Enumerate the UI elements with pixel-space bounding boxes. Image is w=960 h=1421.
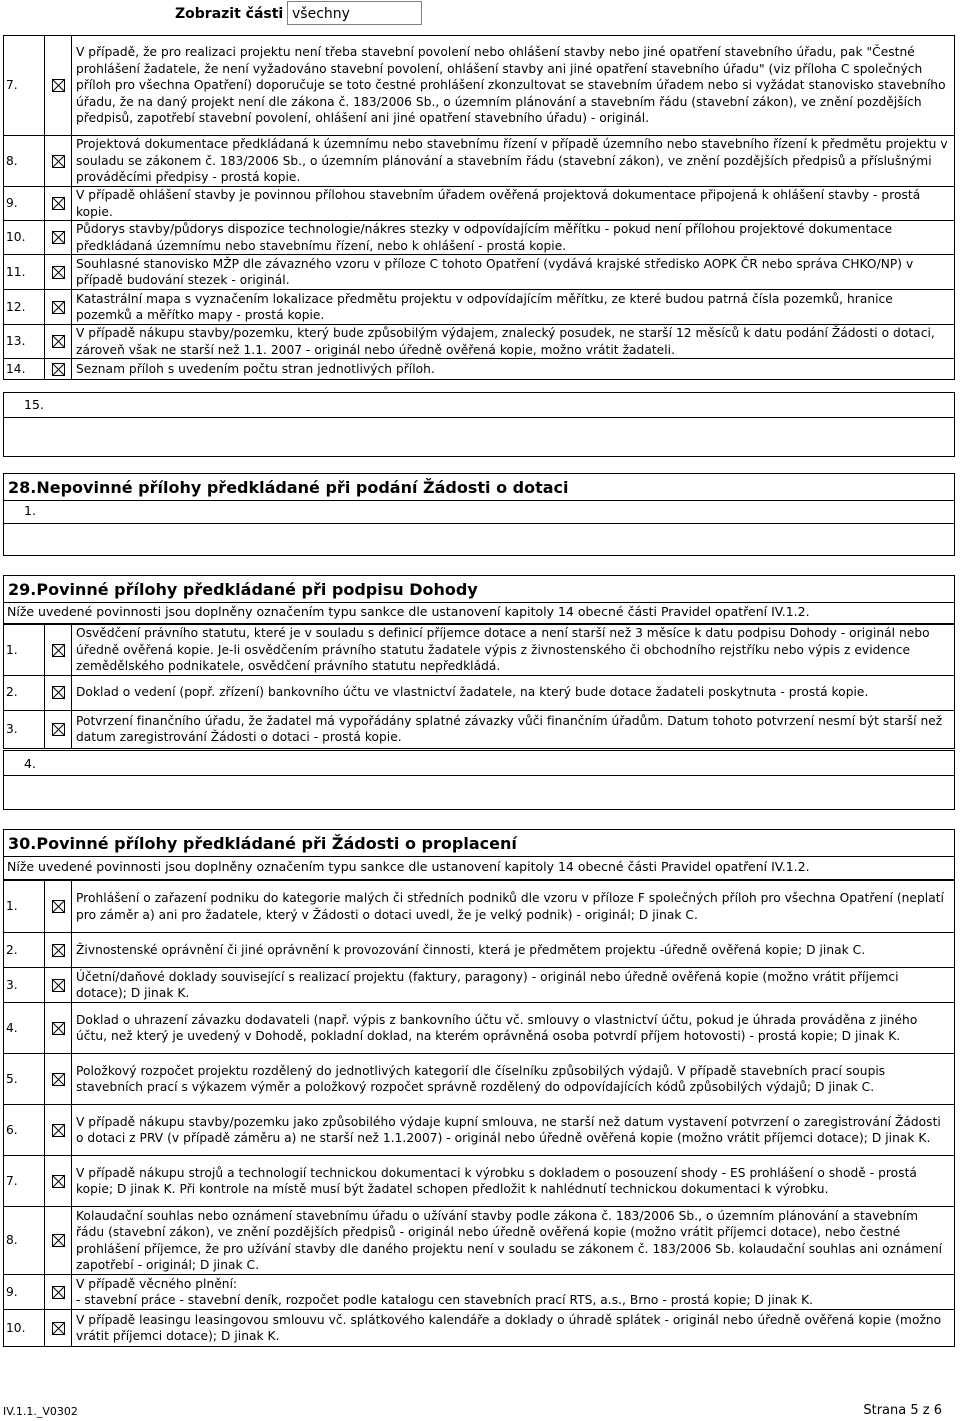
checked-checkbox-icon[interactable] — [52, 1286, 65, 1299]
attachments-table-29 — [3, 624, 955, 749]
checked-checkbox-icon[interactable] — [52, 335, 65, 348]
checked-checkbox-icon[interactable] — [52, 197, 65, 210]
checkbox-cell — [45, 1207, 72, 1275]
row-number: 9. — [4, 187, 45, 221]
attachments-table-30 — [3, 880, 955, 1347]
row-number: 2. — [4, 675, 45, 710]
checked-checkbox-icon[interactable] — [52, 266, 65, 279]
row-number: 4. — [24, 756, 36, 771]
attachment-text: Prohlášení o zařazení podniku do kategorie malých či středních podniků dle vzoru v příloze F společných příloh pro všechna Opatření (neplatí pro záměr a) ani pro žadatele, který v Žádosti o dotaci uvedl, že je velký podnik) - originál; D jinak C. — [72, 881, 955, 933]
checkbox-cell — [45, 1003, 72, 1054]
attachment-text: V případě nákupu stavby/pozemku jako způsobilého výdaje kupní smlouva, ne starší než datum vystavení potvrzení o zaregistrování Žádosti o dotaci z PRV (v případě záměru a) ne starší než 1.1.2007) - originál nebo úředně ověřená kopie (možno vrátit příjemci dotace); D jinak K. — [72, 1105, 955, 1156]
section-30-note-row — [3, 856, 955, 880]
checked-checkbox-icon[interactable] — [52, 1124, 65, 1137]
attachment-text: V případě věcného plnění: - stavební práce - stavební deník, rozpočet podle katalogu cen stavebních prací RTS, a.s., Brno - prostá kopie; D jinak K. — [72, 1275, 955, 1310]
section-30-title: 30.Povinné přílohy předkládané při Žádosti o proplacení — [8, 834, 517, 853]
row-number: 10. — [4, 1310, 45, 1347]
attachment-row — [4, 36, 955, 136]
attachment-row — [4, 933, 955, 968]
checkbox-cell — [45, 36, 72, 136]
row-number: 7. — [4, 36, 45, 136]
row-number: 14. — [4, 359, 45, 380]
checked-checkbox-icon[interactable] — [52, 1073, 65, 1086]
row-number: 3. — [4, 710, 45, 748]
attachment-text: V případě ohlášení stavby je povinnou přílohou stavebním úřadem ověřená projektová dokumentace připojená k ohlášení stavby - prostá kopie. — [72, 187, 955, 221]
attachment-row — [4, 1310, 955, 1347]
checked-checkbox-icon[interactable] — [52, 1234, 65, 1247]
attachment-row — [4, 625, 955, 676]
checkbox-cell — [45, 187, 72, 221]
row-number: 6. — [4, 1105, 45, 1156]
blank-band — [3, 417, 955, 457]
checked-checkbox-icon[interactable] — [52, 155, 65, 168]
checkbox-cell — [45, 359, 72, 380]
attachment-row — [4, 1156, 955, 1207]
empty-row — [3, 500, 955, 524]
checked-checkbox-icon[interactable] — [52, 1322, 65, 1335]
checked-checkbox-icon[interactable] — [52, 900, 65, 913]
row-number: 8. — [4, 1207, 45, 1275]
attachment-text: V případě nákupu strojů a technologií technickou dokumentaci k výrobku s dokladem o posouzení shody - ES prohlášení o shodě - prostá kopie; D jinak K. Při kontrole na místě musí být žadatel schopen předložit k nahlédnutí technickou dokumentaci k výrobku. — [72, 1156, 955, 1207]
attachment-row — [4, 290, 955, 325]
section-29-note: Níže uvedené povinnosti jsou doplněny označením typu sankce dle ustanovení kapitoly 14 obecné části Pravidel opatření IV.1.2. — [7, 604, 810, 619]
attachment-row — [4, 1207, 955, 1275]
checkbox-cell — [45, 325, 72, 359]
blank-band — [3, 523, 955, 556]
empty-row — [3, 392, 955, 418]
attachment-text: Projektová dokumentace předkládaná k územnímu nebo stavebnímu řízení v případě územního nebo stavebního řízení k předmětu projektu v souladu se zákonem č. 183/2006 Sb., o územním plánování a stavebním řádu (stavební zákon), ve znění pozdějších předpisů a příslušnými prováděcími předpisy - prostá kopie. — [72, 136, 955, 187]
checked-checkbox-icon[interactable] — [52, 231, 65, 244]
attachment-row — [4, 136, 955, 187]
filter-select[interactable]: všechny — [287, 1, 422, 25]
row-number: 5. — [4, 1054, 45, 1105]
page-number: Strana 5 z 6 — [863, 1403, 942, 1418]
checked-checkbox-icon[interactable] — [52, 363, 65, 376]
attachment-text: Potvrzení finančního úřadu, že žadatel má vypořádány splatné závazky vůči finančním úřadům. Datum tohoto potvrzení nesmí být starší než datum zaregistrování Žádosti o dotaci - prostá kopie. — [72, 710, 955, 748]
filter-label: Zobrazit části — [175, 6, 284, 22]
row-number: 4. — [4, 1003, 45, 1054]
checked-checkbox-icon[interactable] — [52, 723, 65, 736]
checked-checkbox-icon[interactable] — [52, 944, 65, 957]
checked-checkbox-icon[interactable] — [52, 979, 65, 992]
attachment-text: Položkový rozpočet projektu rozdělený do jednotlivých kategorií dle číselníku způsobilých výdajů. V případě stavebních prací soupis stavebních prací s výkazem výměr a položkový rozpočet správně rozdělený do odpovídajících kódů způsobilých výdajů; D jinak C. — [72, 1054, 955, 1105]
checked-checkbox-icon[interactable] — [52, 1175, 65, 1188]
attachment-text: Doklad o vedení (popř. zřízení) bankovního účtu ve vlastnictví žadatele, na který bude dotace žadateli poskytnuta - prostá kopie. — [72, 675, 955, 710]
checked-checkbox-icon[interactable] — [52, 1022, 65, 1035]
checkbox-cell — [45, 881, 72, 933]
row-number: 8. — [4, 136, 45, 187]
attachment-text: V případě nákupu stavby/pozemku, který bude způsobilým výdajem, znalecký posudek, ne starší 12 měsíců k datu podání Žádosti o dotaci, zároveň však ne starší než 1.1. 2007 - originál nebo úředně ověřená kopie, možno vrátit žadateli. — [72, 325, 955, 359]
attachment-row — [4, 1054, 955, 1105]
row-number: 9. — [4, 1275, 45, 1310]
attachment-row — [4, 675, 955, 710]
row-number: 1. — [4, 625, 45, 676]
checkbox-cell — [45, 1054, 72, 1105]
attachment-text: Kolaudační souhlas nebo oznámení stavebnímu úřadu o užívání stavby podle zákona č. 183/2006 Sb., o územním plánování a stavebním řádu (stavební zákon), ve znění pozdějších předpisů - originál nebo úředně ověřená kopie (možno vrátit příjemci dotace), nebo čestné prohlášení příjemce, že pro užívání stavby dle daného projektu není v souladu se zákonem č. 183/2006 Sb. kolaudační souhlas ani oznámení zapotřebí - originál; D jinak C. — [72, 1207, 955, 1275]
row-number: 1. — [4, 881, 45, 933]
attachment-row — [4, 1275, 955, 1310]
attachment-text: Katastrální mapa s vyznačením lokalizace předmětu projektu v odpovídajícím měřítku, ze které budou patrná čísla pozemků, hranice pozemků a měřítko mapy - prostá kopie. — [72, 290, 955, 325]
empty-row — [3, 750, 955, 776]
checked-checkbox-icon[interactable] — [52, 686, 65, 699]
checked-checkbox-icon[interactable] — [52, 79, 65, 92]
checkbox-cell — [45, 625, 72, 676]
attachment-row — [4, 1003, 955, 1054]
checkbox-cell — [45, 255, 72, 290]
checkbox-cell — [45, 968, 72, 1003]
footer-code: IV.1.1._V0302 — [3, 1405, 78, 1418]
attachment-row — [4, 710, 955, 748]
section-29-header — [3, 575, 955, 603]
row-number: 2. — [4, 933, 45, 968]
checkbox-cell — [45, 1105, 72, 1156]
attachment-text: Seznam příloh s uvedením počtu stran jednotlivých příloh. — [72, 359, 955, 380]
attachment-text: Půdorys stavby/půdorys dispozice technologie/nákres stezky v odpovídajícím měřítku - pokud není přílohou projektové dokumentace předkládaná územnímu nebo stavebnímu řízení, nebo k ohlášení - prostá kopie. — [72, 221, 955, 255]
checkbox-cell — [45, 933, 72, 968]
section-30-note: Níže uvedené povinnosti jsou doplněny označením typu sankce dle ustanovení kapitoly 14 obecné části Pravidel opatření IV.1.2. — [7, 859, 810, 874]
row-number: 12. — [4, 290, 45, 325]
checkbox-cell — [45, 290, 72, 325]
section-28-title: 28.Nepovinné přílohy předkládané při podání Žádosti o dotaci — [8, 478, 569, 497]
attachment-text: V případě leasingu leasingovou smlouvu vč. splátkového kalendáře a doklady o úhradě splátek - originál nebo úředně ověřená kopie (možno vrátit příjemci dotace); D jinak K. — [72, 1310, 955, 1347]
attachments-table-top — [3, 35, 955, 380]
attachment-text: Souhlasné stanovisko MŽP dle závazného vzoru v příloze C tohoto Opatření (vydává krajské středisko AOPK ČR nebo správa CHKO/NP) v případě budování stezek - originál. — [72, 255, 955, 290]
checkbox-cell — [45, 221, 72, 255]
attachment-text: V případě, že pro realizaci projektu není třeba stavební povolení nebo ohlášení stavby nebo jiné opatření stavebního úřadu, pak "Čestné prohlášení žadatele, že není vyžadováno stavební povolení, ohlášení stavby ani jiné opatření stavebního úřadu" (viz příloha C společných příloh pro všechna Opatření) doporučuje se toto čestné prohlášení zkonzultovat se stavebním úřadem nebo si vyžádat stanovisko stavebního úřadu, že na daný projekt není dle zákona č. 183/2006 Sb., o územním plánování a stavebním řádu (stavební zákon), ve znění pozdějších předpisů, zapotřebí stavební povolení, ohlášení ani jiné opatření stavebního úřadu) - originál. — [72, 36, 955, 136]
section-29-title: 29.Povinné přílohy předkládané při podpisu Dohody — [8, 580, 478, 599]
checkbox-cell — [45, 1156, 72, 1207]
blank-band — [3, 775, 955, 810]
checkbox-cell — [45, 710, 72, 748]
row-number: 1. — [24, 503, 36, 518]
attachment-text: Účetní/daňové doklady související s realizací projektu (faktury, paragony) - originál nebo úředně ověřená kopie (možno vrátit příjemci dotace); D jinak K. — [72, 968, 955, 1003]
attachment-row — [4, 881, 955, 933]
attachment-row — [4, 1105, 955, 1156]
attachment-row — [4, 968, 955, 1003]
row-number: 15. — [24, 397, 44, 412]
attachment-text: Osvědčení právního statutu, které je v souladu s definicí příjemce dotace a není starší než 3 měsíce k datu podpisu Dohody - originál nebo úředně ověřená kopie. Je-li osvědčením právního statutu žadatele výpis z živnostenského či obchodního rejstříku nebo výpis z evidence zemědělského podnikatele, osvědčení právního statutu nepředkládá. — [72, 625, 955, 676]
section-30-header — [3, 829, 955, 857]
attachment-text: Doklad o uhrazení závazku dodavateli (např. výpis z bankovního účtu vč. smlouvy o vlastnictví účtu, pokud je úhrada prováděna z jiného účtu, než který je uvedený v Dohodě, pokladní doklad, na kterém oprávněná osoba potvrdí příjem hotovosti) - prostá kopie; D jinak K. — [72, 1003, 955, 1054]
row-number: 3. — [4, 968, 45, 1003]
section-29-note-row — [3, 602, 955, 624]
section-28-header — [3, 473, 955, 501]
row-number: 7. — [4, 1156, 45, 1207]
checked-checkbox-icon[interactable] — [52, 644, 65, 657]
attachment-row — [4, 187, 955, 221]
attachment-row — [4, 221, 955, 255]
checkbox-cell — [45, 1275, 72, 1310]
checkbox-cell — [45, 1310, 72, 1347]
row-number: 13. — [4, 325, 45, 359]
attachment-row — [4, 255, 955, 290]
row-number: 11. — [4, 255, 45, 290]
attachment-text: Živnostenské oprávnění či jiné oprávnění k provozování činnosti, která je předmětem projektu -úředně ověřená kopie; D jinak C. — [72, 933, 955, 968]
attachment-row — [4, 359, 955, 380]
checkbox-cell — [45, 136, 72, 187]
attachment-row — [4, 325, 955, 359]
checkbox-cell — [45, 675, 72, 710]
row-number: 10. — [4, 221, 45, 255]
checked-checkbox-icon[interactable] — [52, 301, 65, 314]
